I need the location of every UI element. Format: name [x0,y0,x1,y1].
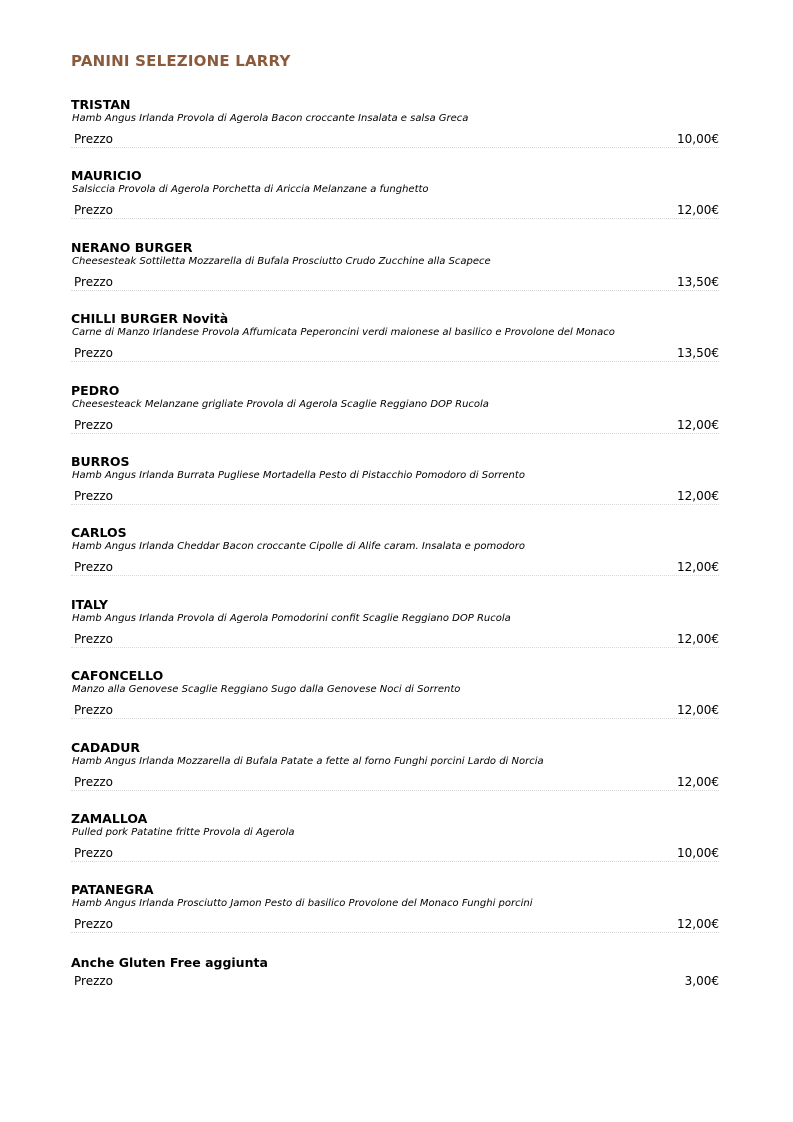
item-name: CARLOS [71,525,127,541]
menu-item-carlos [71,525,719,596]
price-row [71,974,719,989]
price-value: 13,50€ [677,274,719,289]
menu-item-tristan [71,97,719,168]
price-label: Prezzo [74,560,114,575]
menu-item-nerano-burger [71,240,719,311]
item-name: PEDRO [71,382,120,398]
menu-item-mauricio [71,168,719,239]
price-row [71,418,719,434]
item-description: Hamb Angus Irlanda Provola di Agerola Bacon croccante Insalata e salsa Greca [72,113,469,124]
price-value: 12,00€ [677,917,719,932]
price-value: 12,00€ [677,203,719,218]
item-description: Carne di Manzo Irlandese Provola Affumicata Peperoncini verdi maionese al basilico e Provolone del Monaco [72,327,615,339]
price-label: Prezzo [74,974,114,988]
price-value: 3,00€ [684,974,719,988]
menu-item-patanegra [71,882,719,953]
price-label: Prezzo [74,417,114,432]
price-label: Prezzo [74,703,114,718]
price-value: 12,00€ [677,560,719,575]
menu-items-list [71,97,719,954]
item-name: CHILLI BURGER Novità [71,311,229,327]
price-row [71,275,719,291]
item-name: PATANEGRA [71,882,154,898]
menu-item-cafoncello [71,668,719,739]
price-row [71,917,719,933]
menu-item-burros [71,454,719,525]
price-label: Prezzo [74,132,114,146]
price-label: Prezzo [74,845,114,860]
price-value: 12,00€ [677,703,719,718]
price-label: Prezzo [74,274,114,289]
price-row [71,775,719,791]
price-row [71,703,719,719]
price-label: Prezzo [74,631,114,646]
item-description: Cheesesteack Melanzane grigliate Provola di Agerola Scaglie Reggiano DOP Rucola [72,398,489,410]
item-description: Hamb Angus Irlanda Prosciutto Jamon Pesto di basilico Provolone del Monaco Funghi porcini [72,898,533,910]
menu-item-zamalloa [71,811,719,882]
price-value: 10,00€ [677,132,719,146]
price-row [71,560,719,576]
item-name: ZAMALLOA [71,810,148,826]
menu-item-italy [71,597,719,668]
item-description: Manzo alla Genovese Scaglie Reggiano Sugo dalla Genovese Noci di Sorrento [72,684,461,696]
price-label: Prezzo [74,917,114,932]
price-row [71,132,719,148]
item-name: CAFONCELLO [71,668,164,684]
item-name: ITALY [71,596,108,612]
menu-item-gluten-free-extra [71,955,719,995]
price-value: 12,00€ [677,774,719,789]
item-name: BURROS [71,453,130,469]
item-name: Anche Gluten Free aggiunta [71,955,268,970]
item-description: Hamb Angus Irlanda Mozzarella di Bufala Patate a fette al forno Funghi porcini Lardo di Norcia [72,755,544,767]
price-value: 13,50€ [677,346,719,361]
price-label: Prezzo [74,774,114,789]
menu-title: PANINI SELEZIONE LARRY [71,52,291,70]
price-row [71,203,719,219]
item-name: TRISTAN [71,97,131,112]
item-description: Hamb Angus Irlanda Provola di Agerola Pomodorini confit Scaglie Reggiano DOP Rucola [72,612,511,624]
price-label: Prezzo [74,203,114,218]
price-label: Prezzo [74,346,114,361]
price-value: 12,00€ [677,417,719,432]
menu-item-chilli-burger [71,311,719,382]
item-description: Pulled pork Patatine fritte Provola di Agerola [72,826,295,838]
menu-item-cadadur [71,740,719,811]
item-description: Hamb Angus Irlanda Burrata Pugliese Mortadella Pesto di Pistacchio Pomodoro di Sorrento [72,469,525,481]
price-value: 12,00€ [677,488,719,503]
item-description: Salsiccia Provola di Agerola Porchetta di Ariccia Melanzane a funghetto [72,184,429,196]
item-name: MAURICIO [71,168,142,184]
item-description: Hamb Angus Irlanda Cheddar Bacon croccante Cipolle di Alife caram. Insalata e pomodoro [72,541,526,553]
menu-item-pedro [71,383,719,454]
item-name: CADADUR [71,739,141,755]
item-name: NERANO BURGER [71,239,193,255]
item-description: Cheesesteak Sottiletta Mozzarella di Bufala Prosciutto Crudo Zucchine alla Scapece [72,255,491,267]
price-row [71,489,719,505]
price-value: 12,00€ [677,631,719,646]
price-label: Prezzo [74,488,114,503]
price-value: 10,00€ [677,845,719,860]
price-row [71,846,719,862]
price-row [71,632,719,648]
price-row [71,346,719,362]
